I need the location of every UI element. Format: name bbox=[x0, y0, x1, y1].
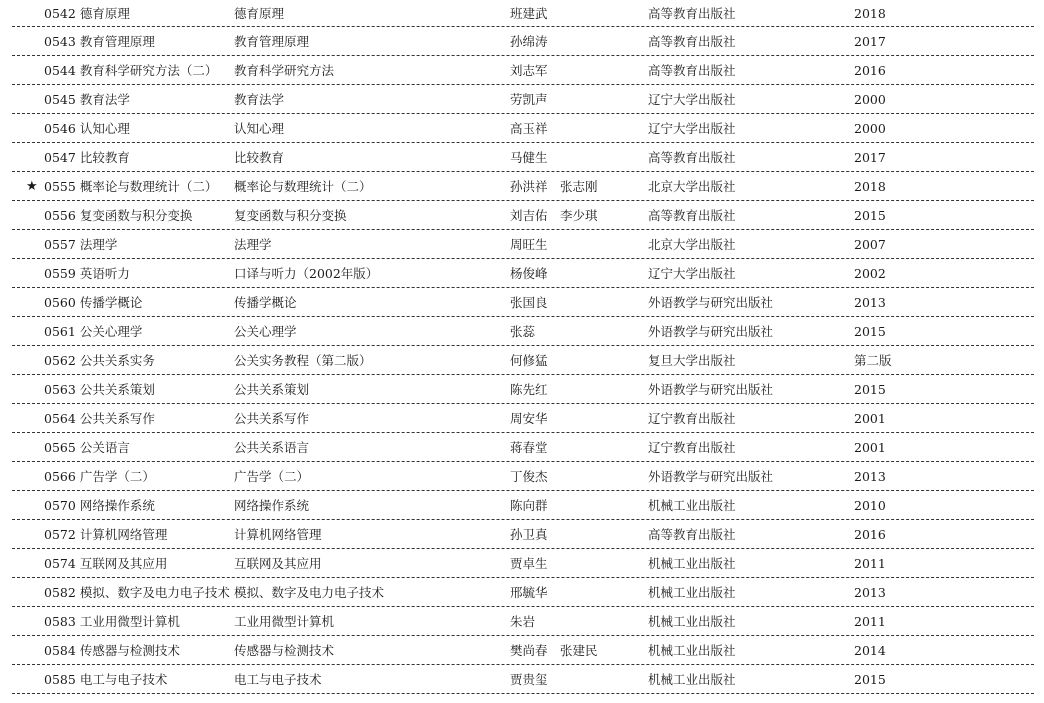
table-row bbox=[12, 607, 1034, 636]
table-row bbox=[12, 172, 1034, 201]
author: 孙绵涛 bbox=[510, 34, 548, 49]
star-mark bbox=[26, 578, 44, 606]
table-row bbox=[12, 520, 1034, 549]
textbook-name: 法理学 bbox=[234, 237, 272, 252]
edition-year: 2011 bbox=[854, 613, 886, 629]
star-mark bbox=[26, 230, 44, 258]
star-mark bbox=[26, 549, 44, 577]
course-cell bbox=[44, 114, 244, 142]
textbook-name: 传播学概论 bbox=[234, 295, 297, 310]
table-row bbox=[12, 665, 1034, 694]
star-mark bbox=[26, 259, 44, 287]
edition-year: 2015 bbox=[854, 207, 886, 223]
course-code: 0544 bbox=[44, 62, 76, 78]
edition-year: 2015 bbox=[854, 381, 886, 397]
course-code: 0564 bbox=[44, 410, 76, 426]
publisher: 高等教育出版社 bbox=[648, 208, 736, 223]
course-code: 0585 bbox=[44, 671, 76, 687]
course-name: 公关心理学 bbox=[79, 324, 143, 339]
course-name: 互联网及其应用 bbox=[79, 556, 168, 571]
star-mark bbox=[26, 288, 44, 316]
table-row bbox=[12, 404, 1034, 433]
edition-year: 2000 bbox=[854, 91, 886, 107]
textbook-name: 工业用微型计算机 bbox=[234, 614, 335, 629]
author: 孙卫真 bbox=[510, 527, 548, 542]
publisher: 机械工业出版社 bbox=[648, 585, 736, 600]
edition-year: 2013 bbox=[854, 584, 886, 600]
course-cell bbox=[44, 143, 244, 171]
textbook-name: 模拟、数字及电力电子技术 bbox=[234, 585, 385, 600]
table-row bbox=[12, 230, 1034, 259]
course-cell bbox=[44, 404, 244, 432]
textbook-name: 公共关系策划 bbox=[234, 382, 310, 397]
course-code: 0572 bbox=[44, 526, 76, 542]
star-mark bbox=[26, 636, 44, 664]
table-row bbox=[12, 462, 1034, 491]
course-cell bbox=[44, 230, 244, 258]
course-name: 电工与电子技术 bbox=[79, 672, 168, 687]
course-name: 计算机网络管理 bbox=[79, 527, 168, 542]
author: 朱岩 bbox=[510, 614, 536, 629]
course-code: 0555 bbox=[44, 178, 76, 194]
table-row bbox=[12, 578, 1034, 607]
author: 刘吉佑 李少琪 bbox=[510, 208, 598, 223]
publisher: 辽宁大学出版社 bbox=[648, 121, 736, 136]
author: 杨俊峰 bbox=[510, 266, 548, 281]
textbook-name: 公关实务教程（第二版） bbox=[234, 353, 372, 368]
course-name: 法理学 bbox=[79, 237, 118, 252]
star-mark bbox=[26, 520, 44, 548]
course-code: 0559 bbox=[44, 265, 76, 281]
course-name: 教育科学研究方法（二） bbox=[79, 63, 218, 78]
publisher: 外语教学与研究出版社 bbox=[648, 295, 774, 310]
textbook-name: 广告学（二） bbox=[234, 469, 310, 484]
author: 蒋春堂 bbox=[510, 440, 548, 455]
table-row bbox=[12, 259, 1034, 288]
edition-year: 2018 bbox=[854, 5, 886, 21]
publisher: 高等教育出版社 bbox=[648, 63, 736, 78]
author: 班建武 bbox=[510, 6, 548, 21]
star-mark bbox=[26, 27, 44, 55]
course-name: 认知心理 bbox=[79, 121, 130, 136]
edition-year: 2013 bbox=[854, 468, 886, 484]
course-name: 模拟、数字及电力电子技术 bbox=[79, 585, 230, 600]
course-name: 公共关系写作 bbox=[79, 411, 155, 426]
publisher: 复旦大学出版社 bbox=[648, 353, 736, 368]
edition-year: 2017 bbox=[854, 33, 886, 49]
author: 邢毓华 bbox=[510, 585, 548, 600]
course-cell bbox=[44, 636, 244, 664]
course-name: 广告学（二） bbox=[79, 469, 155, 484]
course-cell bbox=[44, 172, 244, 200]
publisher: 辽宁教育出版社 bbox=[648, 411, 736, 426]
table-row bbox=[12, 143, 1034, 172]
table-row bbox=[12, 636, 1034, 665]
author: 马健生 bbox=[510, 150, 548, 165]
author: 贾贵玺 bbox=[510, 672, 548, 687]
course-code: 0565 bbox=[44, 439, 76, 455]
author: 丁俊杰 bbox=[510, 469, 548, 484]
course-cell bbox=[44, 578, 244, 606]
author: 陈向群 bbox=[510, 498, 548, 513]
course-name: 教育管理原理 bbox=[79, 34, 155, 49]
author: 樊尚春 张建民 bbox=[510, 643, 598, 658]
publisher: 高等教育出版社 bbox=[648, 34, 736, 49]
table-row bbox=[12, 433, 1034, 462]
course-code: 0557 bbox=[44, 236, 76, 252]
course-name: 英语听力 bbox=[79, 266, 130, 281]
textbook-name: 网络操作系统 bbox=[234, 498, 310, 513]
course-code: 0584 bbox=[44, 642, 76, 658]
star-mark bbox=[26, 0, 44, 26]
course-code: 0561 bbox=[44, 323, 76, 339]
edition-year: 2015 bbox=[854, 671, 886, 687]
course-code: 0547 bbox=[44, 149, 76, 165]
edition-year: 2018 bbox=[854, 178, 886, 194]
textbook-name: 德育原理 bbox=[234, 6, 285, 21]
course-name: 网络操作系统 bbox=[79, 498, 155, 513]
edition-year: 2001 bbox=[854, 439, 886, 455]
course-code: 0562 bbox=[44, 352, 76, 368]
author: 高玉祥 bbox=[510, 121, 548, 136]
edition-year: 2010 bbox=[854, 497, 886, 513]
author: 周旺生 bbox=[510, 237, 548, 252]
course-cell bbox=[44, 549, 244, 577]
edition-year: 2000 bbox=[854, 120, 886, 136]
course-cell bbox=[44, 317, 244, 345]
star-mark: ★ bbox=[26, 178, 38, 194]
publisher: 北京大学出版社 bbox=[648, 237, 736, 252]
publisher: 北京大学出版社 bbox=[648, 179, 736, 194]
star-mark bbox=[26, 114, 44, 142]
table-row bbox=[12, 27, 1034, 56]
edition-year: 2002 bbox=[854, 265, 886, 281]
textbook-name: 传感器与检测技术 bbox=[234, 643, 335, 658]
textbook-name: 互联网及其应用 bbox=[234, 556, 322, 571]
course-name: 比较教育 bbox=[79, 150, 130, 165]
star-mark bbox=[26, 143, 44, 171]
course-code: 0566 bbox=[44, 468, 76, 484]
author: 陈先红 bbox=[510, 382, 548, 397]
course-code: 0556 bbox=[44, 207, 76, 223]
course-cell bbox=[44, 520, 244, 548]
star-mark bbox=[26, 607, 44, 635]
table-row bbox=[12, 549, 1034, 578]
author: 贾卓生 bbox=[510, 556, 548, 571]
course-name: 传感器与检测技术 bbox=[79, 643, 180, 658]
star-mark bbox=[26, 85, 44, 113]
publisher: 外语教学与研究出版社 bbox=[648, 469, 774, 484]
textbook-name: 教育法学 bbox=[234, 92, 285, 107]
textbook-name: 复变函数与积分变换 bbox=[234, 208, 347, 223]
publisher: 高等教育出版社 bbox=[648, 527, 736, 542]
course-code: 0546 bbox=[44, 120, 76, 136]
publisher: 高等教育出版社 bbox=[648, 150, 736, 165]
star-mark bbox=[26, 346, 44, 374]
edition-year: 2007 bbox=[854, 236, 886, 252]
star-mark bbox=[26, 317, 44, 345]
edition-year: 2011 bbox=[854, 555, 886, 571]
course-code: 0542 bbox=[44, 5, 76, 21]
textbook-name: 计算机网络管理 bbox=[234, 527, 322, 542]
edition-year: 2016 bbox=[854, 62, 886, 78]
course-code: 0570 bbox=[44, 497, 76, 513]
textbook-name: 教育管理原理 bbox=[234, 34, 310, 49]
star-mark bbox=[26, 433, 44, 461]
course-name: 公关语言 bbox=[79, 440, 130, 455]
course-cell bbox=[44, 462, 244, 490]
course-code: 0545 bbox=[44, 91, 76, 107]
course-name: 概率论与数理统计（二） bbox=[79, 179, 218, 194]
edition-year: 2001 bbox=[854, 410, 886, 426]
publisher: 外语教学与研究出版社 bbox=[648, 382, 774, 397]
author: 孙洪祥 张志刚 bbox=[510, 179, 598, 194]
table-row bbox=[12, 491, 1034, 520]
author: 张国良 bbox=[510, 295, 548, 310]
publisher: 外语教学与研究出版社 bbox=[648, 324, 774, 339]
course-code: 0563 bbox=[44, 381, 76, 397]
publisher: 辽宁教育出版社 bbox=[648, 440, 736, 455]
author: 张蕊 bbox=[510, 324, 536, 339]
course-cell bbox=[44, 607, 244, 635]
star-mark bbox=[26, 665, 44, 693]
course-code: 0583 bbox=[44, 613, 76, 629]
author: 周安华 bbox=[510, 411, 548, 426]
table-row bbox=[12, 375, 1034, 404]
course-name: 公共关系策划 bbox=[79, 382, 155, 397]
course-code: 0560 bbox=[44, 294, 76, 310]
publisher: 机械工业出版社 bbox=[648, 643, 736, 658]
course-code: 0574 bbox=[44, 555, 76, 571]
course-cell bbox=[44, 288, 244, 316]
course-name: 传播学概论 bbox=[79, 295, 143, 310]
edition-year: 第二版 bbox=[854, 353, 892, 368]
textbook-name: 比较教育 bbox=[234, 150, 285, 165]
course-cell bbox=[44, 346, 244, 374]
table-row bbox=[12, 0, 1034, 27]
table-row bbox=[12, 201, 1034, 230]
course-code: 0582 bbox=[44, 584, 76, 600]
course-name: 工业用微型计算机 bbox=[79, 614, 180, 629]
table-row bbox=[12, 85, 1034, 114]
course-name: 复变函数与积分变换 bbox=[79, 208, 193, 223]
publisher: 机械工业出版社 bbox=[648, 614, 736, 629]
course-cell bbox=[44, 259, 244, 287]
publisher: 机械工业出版社 bbox=[648, 498, 736, 513]
publisher: 辽宁大学出版社 bbox=[648, 92, 736, 107]
textbook-name: 公关心理学 bbox=[234, 324, 297, 339]
course-cell bbox=[44, 201, 244, 229]
course-cell bbox=[44, 665, 244, 693]
course-cell bbox=[44, 85, 244, 113]
course-cell bbox=[44, 433, 244, 461]
edition-year: 2016 bbox=[854, 526, 886, 542]
course-cell bbox=[44, 491, 244, 519]
course-cell bbox=[44, 56, 244, 84]
table-row bbox=[12, 317, 1034, 346]
course-name: 公共关系实务 bbox=[79, 353, 155, 368]
course-name: 教育法学 bbox=[79, 92, 130, 107]
table-row bbox=[12, 346, 1034, 375]
star-mark bbox=[26, 462, 44, 490]
edition-year: 2015 bbox=[854, 323, 886, 339]
publisher: 高等教育出版社 bbox=[648, 6, 736, 21]
publisher: 机械工业出版社 bbox=[648, 672, 736, 687]
publisher: 辽宁大学出版社 bbox=[648, 266, 736, 281]
author: 何修猛 bbox=[510, 353, 548, 368]
edition-year: 2017 bbox=[854, 149, 886, 165]
textbook-name: 教育科学研究方法 bbox=[234, 63, 335, 78]
author: 刘志军 bbox=[510, 63, 548, 78]
textbook-name: 公共关系写作 bbox=[234, 411, 310, 426]
textbook-name: 电工与电子技术 bbox=[234, 672, 322, 687]
star-mark bbox=[26, 375, 44, 403]
textbook-name: 口译与听力（2002年版） bbox=[234, 266, 379, 281]
table-row bbox=[12, 288, 1034, 317]
course-code: 0543 bbox=[44, 33, 76, 49]
star-mark bbox=[26, 491, 44, 519]
course-name: 德育原理 bbox=[79, 6, 130, 21]
textbook-name: 公共关系语言 bbox=[234, 440, 310, 455]
course-cell bbox=[44, 27, 244, 55]
edition-year: 2013 bbox=[854, 294, 886, 310]
table-row bbox=[12, 56, 1034, 85]
star-mark bbox=[26, 404, 44, 432]
publisher: 机械工业出版社 bbox=[648, 556, 736, 571]
textbook-name: 认知心理 bbox=[234, 121, 285, 136]
edition-year: 2014 bbox=[854, 642, 886, 658]
table-row bbox=[12, 114, 1034, 143]
star-mark bbox=[26, 56, 44, 84]
textbook-name: 概率论与数理统计（二） bbox=[234, 179, 372, 194]
course-cell bbox=[44, 0, 244, 26]
star-mark bbox=[26, 201, 44, 229]
course-cell bbox=[44, 375, 244, 403]
author: 劳凯声 bbox=[510, 92, 548, 107]
